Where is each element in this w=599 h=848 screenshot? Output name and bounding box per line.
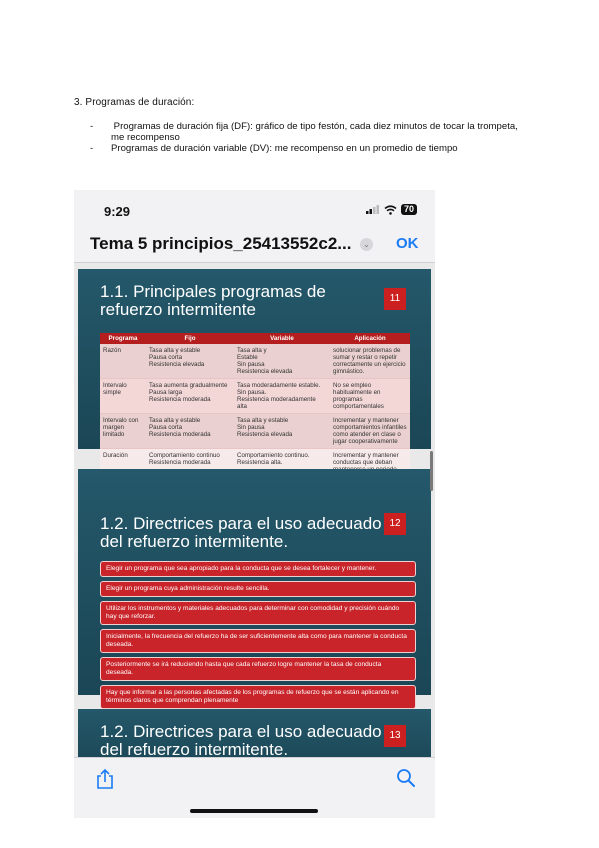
slide-13 <box>78 709 431 757</box>
slide-title: 1.1. Principales programas de refuerzo intermitente <box>100 282 326 319</box>
table-row <box>100 414 410 449</box>
section-heading: 3. Programas de duración: <box>74 97 195 108</box>
guidelines-list <box>100 561 416 713</box>
document-title: Tema 5 principios_25413552c2... <box>90 234 352 253</box>
table-cell: Razón <box>100 344 146 379</box>
table-cell: Tasa aumenta gradualmente Pausa larga Resistencia moderada <box>146 379 234 414</box>
table-cell: Intervalo simple <box>100 379 146 414</box>
table-header: Aplicación <box>330 333 410 344</box>
wifi-icon <box>384 205 397 215</box>
list-item-text: Programas de duración fija (DF): gráfico de tipo festón, cada diez minutos de tocar la trompeta, me recompenso <box>111 121 521 143</box>
table-row <box>100 379 410 414</box>
signal-icon <box>366 205 380 214</box>
list-item <box>90 143 530 154</box>
table-cell: Tasa alta y estable Pausa corta Resistencia moderada <box>146 414 234 449</box>
slide-12 <box>78 469 431 704</box>
status-indicators <box>366 204 417 215</box>
table-cell: Tasa moderadamente estable. Sin pausa. Resistencia moderadamente alta <box>234 379 330 414</box>
table-cell: Incrementar y mantener comportamientos infantiles como atender en clase o jugar cooperativamente <box>330 414 410 449</box>
battery-icon: 70 <box>401 204 417 215</box>
table-cell: No se empleo habitualmente en programas comportamentales <box>330 379 410 414</box>
status-bar <box>74 190 435 226</box>
programs-table <box>100 333 410 491</box>
duration-programs-list <box>90 121 530 154</box>
list-item: Elegir un programa cuya administración resulte sencilla. <box>100 581 416 597</box>
table-header: Variable <box>234 333 330 344</box>
table-cell: Intervalo con margen limitado <box>100 414 146 449</box>
table-cell: Comportamiento continuo Resistencia moderada <box>146 449 234 491</box>
list-item <box>90 121 530 143</box>
slide-number: 12 <box>384 513 406 535</box>
phone-screenshot <box>74 190 435 818</box>
table-cell: Tasa alta y Estable Sin pausa Resistencia elevada <box>234 344 330 379</box>
chevron-down-icon[interactable]: ⌄ <box>360 238 373 251</box>
list-item: Elegir un programa que sea apropiado para la conducta que se desea fortalecer y mantener. <box>100 561 416 577</box>
pdf-viewer[interactable] <box>74 263 435 757</box>
table-cell: Incrementar y mantener conductas que deban <box>330 449 410 491</box>
list-item: Inicialmente, la frecuencia del refuerzo ha de ser suficientemente alta como para mantener la conducta deseada. <box>100 629 416 653</box>
list-item: Utilizar los instrumentos y materiales adecuados para determinar con comodidad y precisión cuándo hay que reforzar. <box>100 601 416 625</box>
share-icon[interactable] <box>94 768 116 790</box>
table-cell: Duración <box>100 449 146 491</box>
slide-11 <box>78 269 431 466</box>
scrollbar[interactable] <box>430 451 433 491</box>
table-cell: solucionar problemas de sumar y restar o repetir correctamente un ejercicio gimnástico. <box>330 344 410 379</box>
slide-number: 13 <box>384 725 406 747</box>
slide-title: 1.2. Directrices para el uso adecuado del refuerzo intermitente. <box>100 514 382 551</box>
list-dash: - <box>90 143 94 154</box>
table-header: Fijo <box>146 333 234 344</box>
table-cell: Tasa alta y estable Pausa corta Resistencia elevada <box>146 344 234 379</box>
table-header: Programa <box>100 333 146 344</box>
list-item-text: Programas de duración variable (DV): me recompenso en un promedio de tiempo <box>111 143 458 154</box>
slide-number: 11 <box>384 288 406 310</box>
bottom-toolbar <box>74 757 435 818</box>
slide-title: 1.2. Directrices para el uso adecuado del refuerzo intermitente. <box>100 722 382 757</box>
document-navbar <box>74 226 435 263</box>
list-dash: - <box>90 121 94 132</box>
home-indicator[interactable] <box>190 809 318 813</box>
status-time: 9:29 <box>104 204 131 219</box>
list-item: Hay que informar a las personas afectadas de los programas de refuerzo que se están aplicando en términos claros que comprendan plenamente <box>100 685 416 709</box>
table-row <box>100 344 410 379</box>
list-item: Posteriormente se irá reduciendo hasta que cada refuerzo logre mantener la tasa de conducta deseada. <box>100 657 416 681</box>
ok-button[interactable]: OK <box>396 235 419 252</box>
table-cell: Tasa alta y estable Sin pausa Resistencia elevada <box>234 414 330 449</box>
search-icon[interactable] <box>396 768 416 788</box>
table-cell: Comportamiento continuo. Resistencia alta. <box>234 449 330 491</box>
